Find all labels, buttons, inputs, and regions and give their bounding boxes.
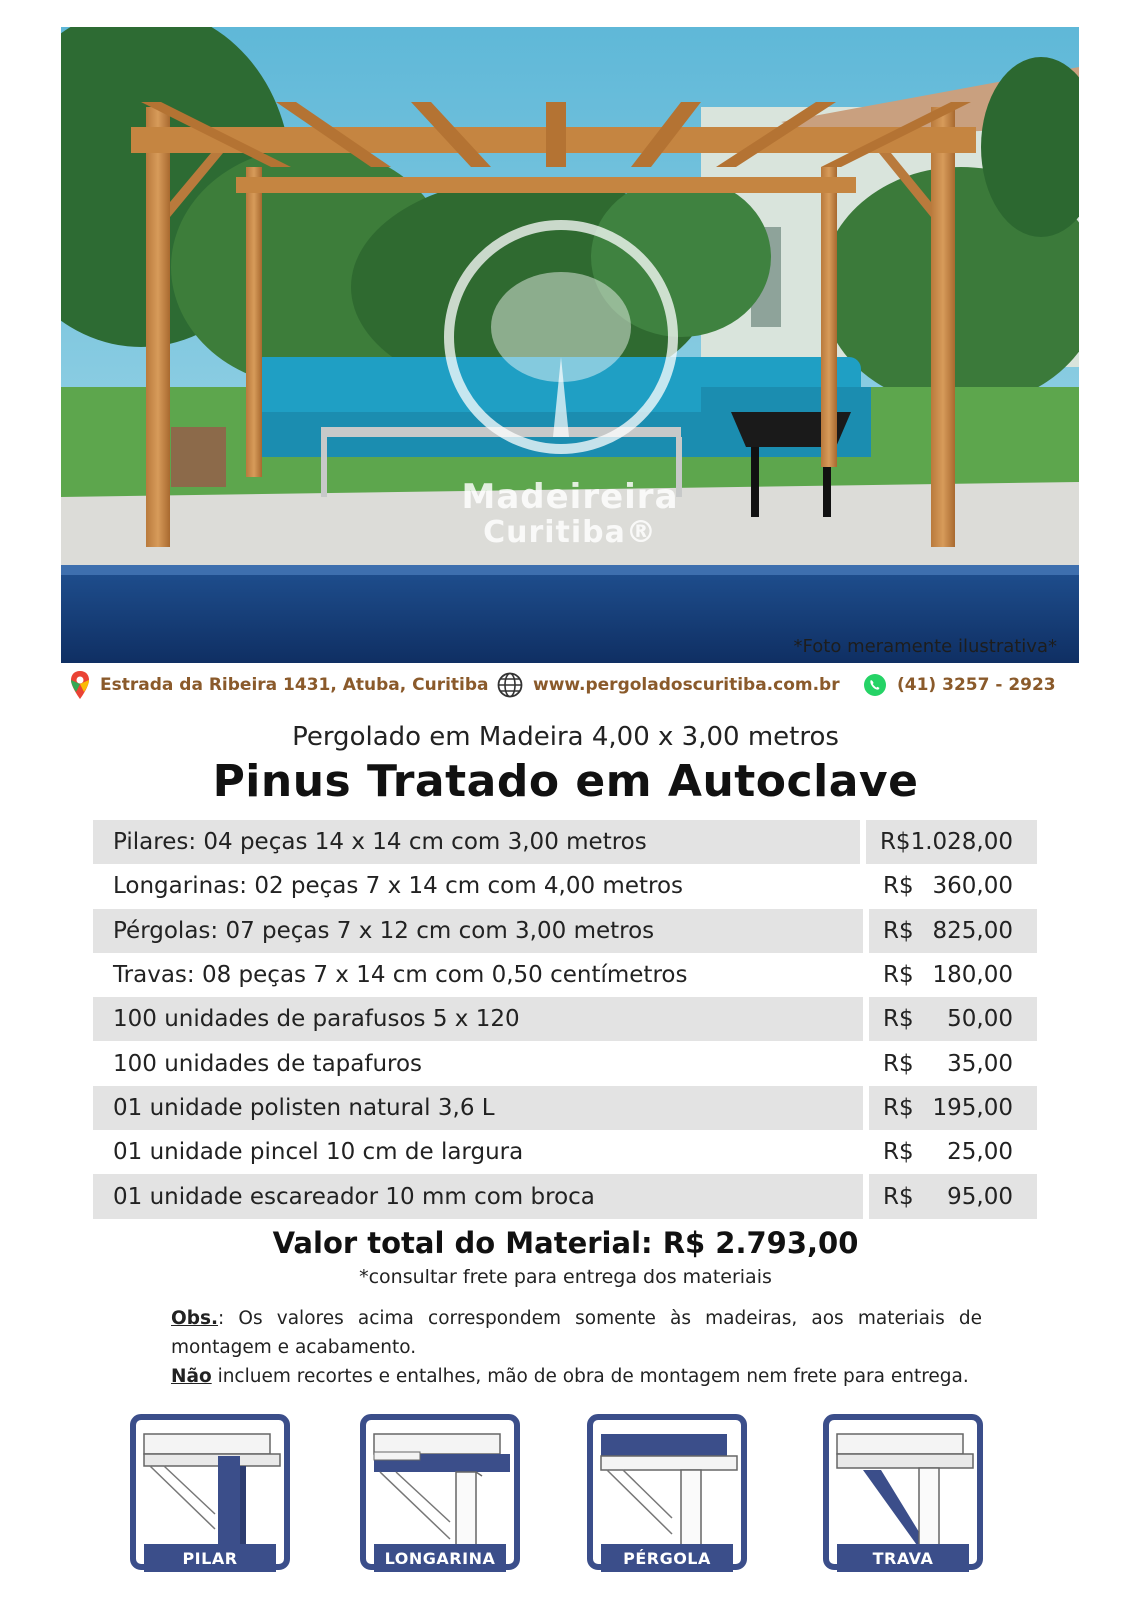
phone-number[interactable]: (41) 3257 - 2923 [897,675,1056,695]
address-text: Estrada da Ribeira 1431, Atuba, Curitiba [100,675,489,695]
watermark-logo: Madeireira Curitiba® [461,477,679,550]
diagram-longarina [360,1414,520,1578]
product-title: Pinus Tratado em Autoclave [212,756,919,807]
item-description: 01 unidade polisten natural 3,6 L [93,1086,863,1130]
item-description: 100 unidades de tapafuros [113,1050,423,1077]
table-row [93,1041,1037,1085]
product-subtitle: Pergolado em Madeira 4,00 x 3,00 metros [292,722,839,752]
table-row [93,1086,1037,1130]
table-row [93,1174,1037,1218]
item-description: Longarinas: 02 peças 7 x 14 cm com 4,00 metros [113,873,684,900]
not-text: incluem recortes e entalhes, mão de obra de montagem nem frete para entrega. [211,1366,969,1387]
item-description: Travas: 08 peças 7 x 14 cm com 0,50 centímetros [113,962,688,989]
observation-note [171,1304,982,1391]
globe-icon [497,672,523,698]
item-price: R$ 95,00 [869,1174,1037,1218]
website[interactable] [497,668,840,702]
item-price: R$ 50,00 [869,997,1037,1041]
table-row [93,997,1037,1041]
pergola-illustration [61,27,1079,663]
item-price: R$ 180,00 [883,962,1013,989]
diagram-label: TRAVA [837,1544,969,1572]
hero-photo [61,27,1079,663]
item-description: 100 unidades de parafusos 5 x 120 [93,997,863,1041]
item-price: R$ 825,00 [869,909,1037,953]
table-row [93,953,1037,997]
obs-label: Obs. [171,1308,219,1329]
address [70,668,489,702]
item-price: R$ 35,00 [883,1050,1013,1077]
table-row [93,820,1037,864]
item-price: R$ 1.028,00 [866,820,1037,864]
whatsapp-icon [863,673,887,697]
contact-bar [0,668,1131,702]
table-row [93,1130,1037,1174]
table-row [93,864,1037,908]
item-price: R$ 195,00 [869,1086,1037,1130]
obs-text: : Os valores acima correspondem somente às madeiras, aos materiais de montagem e acabamento. [171,1308,982,1358]
diagram-label: LONGARINA [374,1544,506,1572]
total-value: Valor total do Material: R$ 2.793,00 [272,1226,859,1260]
item-description: 01 unidade escareador 10 mm com broca [93,1174,863,1218]
map-pin-icon [70,670,90,700]
not-label: Não [171,1366,212,1387]
phone[interactable] [863,668,1056,702]
item-description: Pilares: 04 peças 14 x 14 cm com 3,00 metros [93,820,860,864]
table-row [93,909,1037,953]
diagram-label: PÉRGOLA [601,1544,733,1572]
photo-disclaimer: *Foto meramente ilustrativa* [793,636,1057,657]
price-table [93,820,1037,1219]
diagram-label: PILAR [144,1544,276,1572]
item-price: R$ 25,00 [883,1139,1013,1166]
diagram-pilar [130,1414,290,1578]
diagram-trava [823,1414,983,1578]
item-description: Pérgolas: 07 peças 7 x 12 cm com 3,00 metros [93,909,863,953]
diagram-pergola [587,1414,747,1578]
item-price: R$ 360,00 [883,873,1013,900]
freight-note: *consultar frete para entrega dos materiais [359,1266,772,1288]
item-description: 01 unidade pincel 10 cm de largura [113,1139,524,1166]
website-link[interactable]: www.pergoladoscuritiba.com.br [533,675,840,695]
